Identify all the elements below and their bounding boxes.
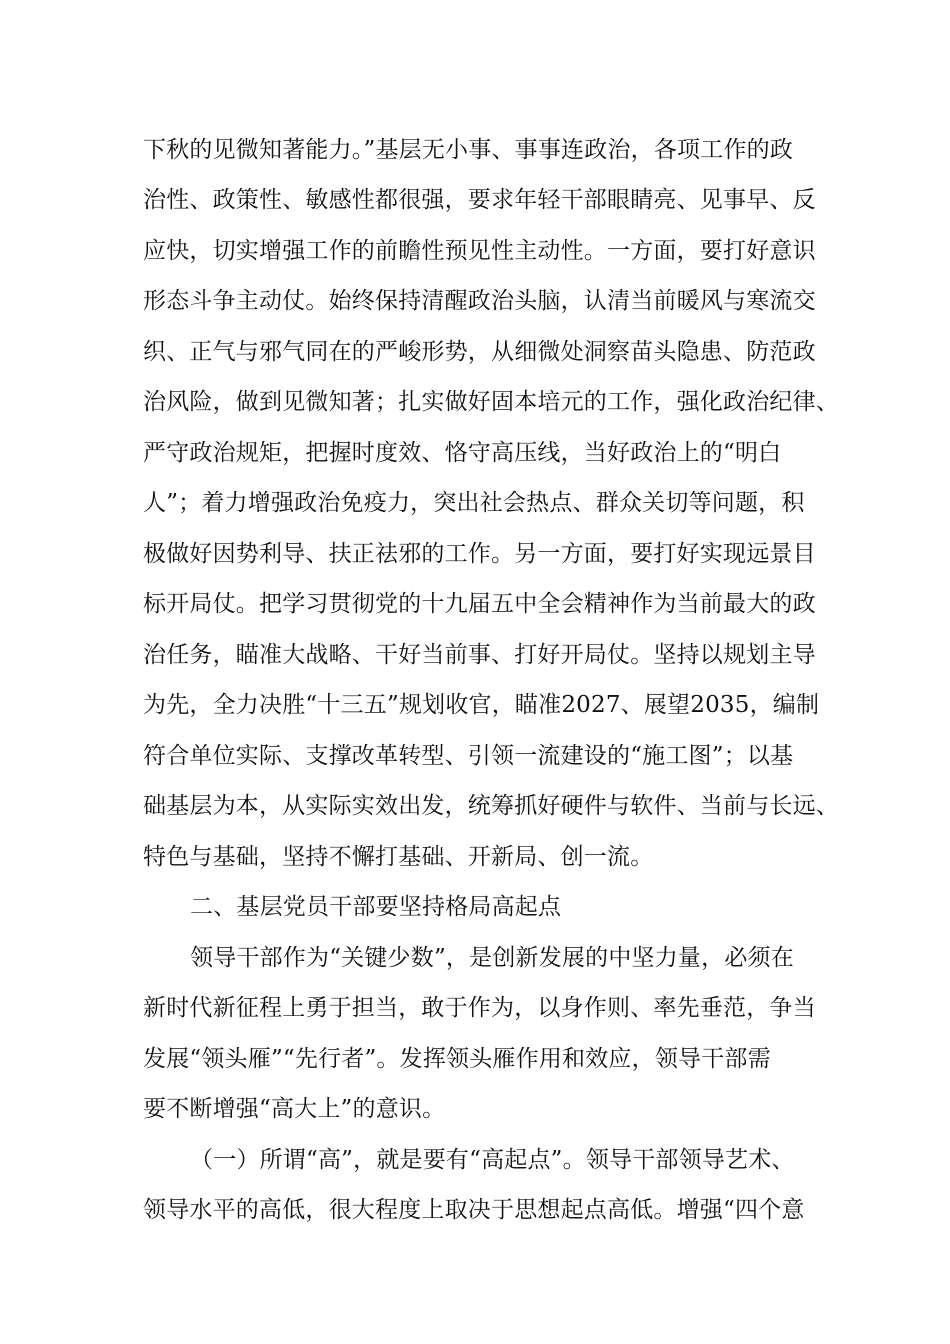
paragraph-line: 治任务，瞄准大战略、干好当前事、打好开局仗。坚持以规划主导 [143, 642, 816, 668]
paragraph-line: 织、正气与邪气同在的严峻形势，从细微处洞察苗头隐患、防范政 [143, 339, 816, 365]
paragraph-line: 发展“领头雁”“先行者”。发挥领头雁作用和效应，领导干部需 [143, 1046, 771, 1072]
section-heading: 二、基层党员干部要坚持格局高起点 [190, 894, 562, 920]
paragraph-line: 治风险，做到见微知著；扎实做好固本培元的工作，强化政治纪律、 [143, 389, 839, 415]
paragraph-line: 新时代新征程上勇于担当，敢于作为，以身作则、率先垂范，争当 [143, 995, 816, 1021]
paragraph-line: 领导干部作为“关键少数”，是创新发展的中坚力量，必须在 [190, 945, 794, 971]
paragraph-line: 治性、政策性、敏感性都很强，要求年轻干部眼睛亮、见事早、反 [143, 187, 816, 213]
subsection-line: （一）所谓“高”，就是要有“高起点”。领导干部领导艺术、 [190, 1147, 795, 1173]
paragraph-line: 要不断增强“高大上”的意识。 [143, 1096, 446, 1122]
paragraph-line: 应快，切实增强工作的前瞻性预见性主动性。一方面，要打好意识 [143, 238, 816, 264]
paragraph-line: 下秋的见微知著能力。”基层无小事、事事连政治，各项工作的政 [143, 137, 794, 163]
paragraph-line: 符合单位实际、支撑改革转型、引领一流建设的“施工图”；以基 [143, 743, 794, 769]
paragraph-line: 领导水平的高低，很大程度上取决于思想起点高低。增强“四个意 [143, 1197, 805, 1223]
paragraph-line: 极做好因势利导、扶正祛邪的工作。另一方面，要打好实现远景目 [143, 541, 816, 567]
paragraph-line: 为先，全力决胜“十三五”规划收官，瞄准2027、展望2035，编制 [143, 692, 820, 718]
paragraph-line: 标开局仗。把学习贯彻党的十九届五中全会精神作为当前最大的政 [143, 591, 816, 617]
paragraph-line: 特色与基础，坚持不懈打基础、开新局、创一流。 [143, 844, 654, 870]
paragraph-line: 人”；着力增强政治免疫力，突出社会热点、群众关切等问题，积 [143, 490, 805, 516]
paragraph-line: 础基层为本，从实际实效出发，统筹抓好硬件与软件、当前与长远、 [143, 793, 839, 819]
paragraph-line: 形态斗争主动仗。始终保持清醒政治头脑，认清当前暖风与寒流交 [143, 288, 816, 314]
paragraph-line: 严守政治规矩，把握时度效、恪守高压线，当好政治上的“明白 [143, 440, 782, 466]
